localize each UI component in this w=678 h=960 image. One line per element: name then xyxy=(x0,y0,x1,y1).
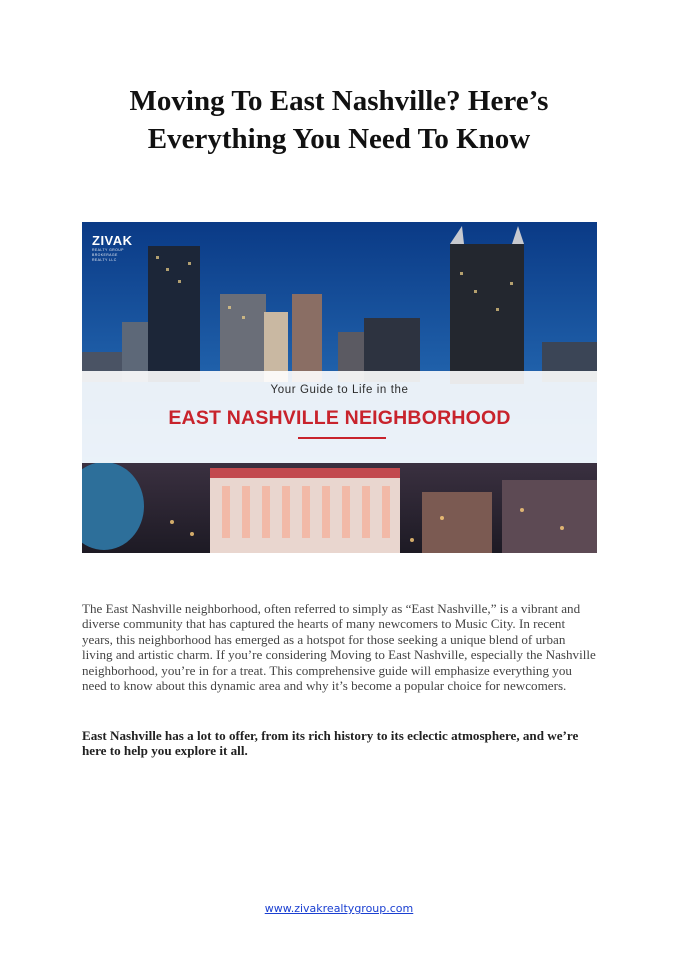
page-title: Moving To East Nashville? Here’s Everything You Need To Know xyxy=(129,85,549,155)
logo-subtagline: BROKERAGE REALTY LLC xyxy=(92,253,118,262)
hero-image xyxy=(82,222,597,553)
logo-wordmark: ZIVAK xyxy=(92,233,133,248)
hero-heading: EAST NASHVILLE NEIGHBORHOOD xyxy=(168,407,511,429)
logo-tagline: REALTY GROUP xyxy=(92,248,124,252)
bold-paragraph: East Nashville has a lot to offer, from its rich history to its eclectic atmosphere, and we’re here to help you explore it all. xyxy=(82,728,579,759)
intro-paragraph: The East Nashville neighborhood, often referred to simply as “East Nashville,” is a vibrant and diverse community that has captured the hearts of many newcomers to Music City. In recent years, this neighborhood has emerged as a hotspot for those seeking a unique blend of urban living and artistic charm. If you’re considering Moving to East Nashville, especially the Nashville neighborhood, you’re in for a treat. This comprehensive guide will emphasize everything you need to know about this dynamic area and why it’s become a popular choice for newcomers. xyxy=(82,601,596,694)
hero-subtitle: Your Guide to Life in the xyxy=(270,384,409,396)
brand-logo xyxy=(92,234,132,263)
heading-underline xyxy=(298,437,386,439)
website-link[interactable]: www.zivakrealtygroup.com xyxy=(264,902,414,915)
